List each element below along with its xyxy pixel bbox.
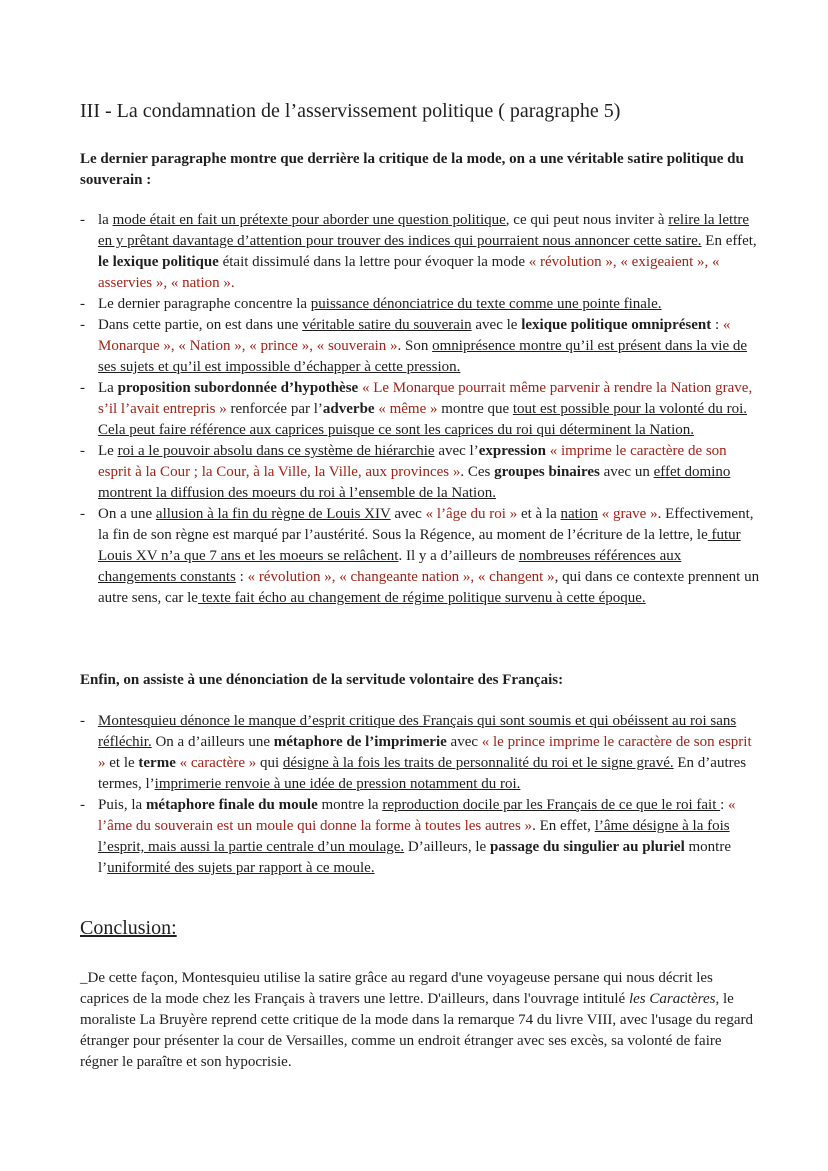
text: Puis, la xyxy=(98,797,146,813)
list-item xyxy=(80,315,760,378)
bold-text: expression xyxy=(478,443,546,459)
underlined-text: roi a le pouvoir absolu dans ce système de hiérarchie xyxy=(117,443,435,459)
section-lead: Le dernier paragraphe montre que derrière la critique de la mode, on a une véritable satire politique du souverain : xyxy=(80,151,744,188)
underlined-text: nation xyxy=(560,506,599,522)
book-title: les Caractères xyxy=(628,991,716,1007)
bullet-dash: - xyxy=(80,797,85,813)
text: avec le xyxy=(471,317,522,333)
text: montre l’ xyxy=(98,839,731,876)
bold-text: terme xyxy=(138,755,176,771)
text: la xyxy=(98,212,113,228)
underlined-text: véritable satire du souverain xyxy=(302,317,472,333)
list-item xyxy=(80,210,760,294)
text: , le moraliste La Bruyère reprend cette critique de la mode dans la remarque 74 du livre VIII, avec l'usage du regard étranger pour présenter la cour de Versailles, comme un endroit étranger avec ses excès, sa volonté de faire régner le paraître et son hypocrisie. xyxy=(80,991,753,1070)
text: Dans cette partie, on est dans une xyxy=(98,317,303,333)
text: . Il y a d’ailleurs de xyxy=(398,548,519,564)
list-item xyxy=(80,441,760,504)
list-item xyxy=(80,378,760,441)
bullet-dash: - xyxy=(80,380,85,396)
text: : xyxy=(720,797,729,813)
underlined-text: allusion à la fin du règne de Louis XIV xyxy=(155,506,391,522)
quote-text: « le prince imprime le caractère de son esprit » xyxy=(98,734,752,771)
text: D’ailleurs, le xyxy=(404,839,490,855)
quote-text: « l’âge du roi » xyxy=(425,506,518,522)
bold-text: métaphore finale du moule xyxy=(145,797,318,813)
text: : xyxy=(235,569,248,585)
section-lead-2: Enfin, on assiste à une dénonciation de la servitude volontaire des Français: xyxy=(80,672,564,688)
underlined-text: futur Louis XV n’a que 7 ans et les moeurs se relâchent xyxy=(98,527,741,564)
quote-text: « imprime le caractère de son esprit à la Cour ; la Cour, à la Ville, la Ville, aux provinces » xyxy=(98,443,727,480)
text: avec xyxy=(390,506,426,522)
underlined-text: nombreuses références aux changements constants xyxy=(98,548,682,585)
bold-text: passage du singulier au pluriel xyxy=(489,839,685,855)
text: _De cette façon, Montesquieu utilise la satire grâce au regard d'une voyageuse persane qui nous décrit les caprices de la mode chez les Français à travers une lettre. D'ailleurs, dans l'ouvrage intitulé xyxy=(80,970,713,1007)
text: et le xyxy=(105,755,139,771)
underlined-text: tout est possible pour la volonté du roi. Cela peut faire référence aux caprices puisque ce sont les caprices du roi qui déterminent la Nation. xyxy=(98,401,748,438)
list-item xyxy=(80,711,760,795)
bullet-dash: - xyxy=(80,443,85,459)
text: Le xyxy=(98,443,118,459)
text: En effet, xyxy=(701,233,757,249)
quote-text: « grave » xyxy=(598,506,658,522)
text: et à la xyxy=(517,506,561,522)
bold-text: métaphore de l’imprimerie xyxy=(273,734,447,750)
text: . Effectivement, la fin de son règne est marqué par l’austérité. Sous la Régence, au moment de l’écriture de la lettre, le xyxy=(98,506,754,543)
text: , qui dans ce contexte prennent un autre sens, car le xyxy=(98,569,760,606)
text: . Ces xyxy=(460,464,495,480)
list-item xyxy=(80,504,760,609)
text: On a d’ailleurs une xyxy=(151,734,274,750)
underlined-text: effet domino montrent la diffusion des moeurs du roi à l’ensemble de la Nation. xyxy=(98,464,731,501)
text: avec xyxy=(446,734,482,750)
text: . Son xyxy=(397,338,433,354)
text: . En effet, xyxy=(532,818,595,834)
conclusion-heading: Conclusion: xyxy=(80,917,177,939)
text: La xyxy=(98,380,118,396)
list-item xyxy=(80,294,760,315)
quote-text: « Le Monarque pourrait même parvenir à rendre la Nation grave, s’il l’avait entrepris » xyxy=(98,380,753,417)
bullet-list-1 xyxy=(80,210,760,609)
quote-text: « révolution », « exigeaient », « asservies », « nation ». xyxy=(98,254,720,291)
bullet-dash: - xyxy=(80,713,85,729)
conclusion-paragraph xyxy=(80,968,760,1073)
underlined-text: uniformité des sujets par rapport à ce moule. xyxy=(107,860,375,876)
bold-text: adverbe xyxy=(322,401,375,417)
text: montre que xyxy=(437,401,513,417)
text: Le dernier paragraphe concentre la xyxy=(98,296,311,312)
underlined-text: puissance dénonciatrice du texte comme une pointe finale. xyxy=(310,296,662,312)
section-heading: III - La condamnation de l’asservissement politique ( paragraphe 5) xyxy=(80,100,621,122)
quote-text: « l’âme du souverain est un moule qui donne la forme à toutes les autres » xyxy=(98,797,736,834)
text: En d’autres termes, l’ xyxy=(98,755,747,792)
text: On a une xyxy=(98,506,156,522)
bullet-dash: - xyxy=(80,506,85,522)
bold-text: groupes binaires xyxy=(494,464,600,480)
text: qui xyxy=(256,755,283,771)
text: : xyxy=(711,317,723,333)
underlined-text: omniprésence montre qu’il est présent dans la vie de ses sujets et qu’il est impossible d’échapper à cette pression. xyxy=(98,338,748,375)
text: montre la xyxy=(317,797,383,813)
bold-text: lexique politique omniprésent xyxy=(521,317,712,333)
quote-text: « même » xyxy=(374,401,438,417)
quote-text: « révolution », « changeante nation », « changent » xyxy=(247,569,555,585)
text: avec un xyxy=(599,464,654,480)
quote-text: « caractère » xyxy=(175,755,257,771)
underlined-text: désigne à la fois les traits de personnalité du roi et le signe gravé. xyxy=(282,755,674,771)
text: , ce qui peut nous inviter à xyxy=(505,212,669,228)
bold-text: le lexique politique xyxy=(98,254,219,270)
text: renforcée par l’ xyxy=(226,401,323,417)
bullet-list-2 xyxy=(80,711,760,879)
underlined-text: Montesquieu dénonce le manque d’esprit critique des Français qui sont soumis et qui obéissent au roi sans réfléchir. xyxy=(98,713,737,750)
text: avec l’ xyxy=(434,443,479,459)
list-item xyxy=(80,795,760,879)
underlined-text: mode était en fait un prétexte pour aborder une question politique xyxy=(112,212,506,228)
underlined-text: reproduction docile par les Français de ce que le roi fait xyxy=(382,797,721,813)
bold-text: proposition subordonnée d’hypothèse xyxy=(117,380,359,396)
text: était dissimulé dans la lettre pour évoquer la mode xyxy=(218,254,529,270)
underlined-text: imprimerie renvoie à une idée de pression notamment du roi. xyxy=(154,776,521,792)
bullet-dash: - xyxy=(80,317,85,333)
underlined-text: l’âme désigne à la fois l’esprit, mais aussi la partie centrale d’un moulage. xyxy=(98,818,730,855)
bullet-dash: - xyxy=(80,212,85,228)
bullet-dash: - xyxy=(80,296,85,312)
quote-text: « Monarque », « Nation », « prince », « souverain » xyxy=(98,317,731,354)
underlined-text: texte fait écho au changement de régime politique survenu à cette époque. xyxy=(197,590,646,606)
underlined-text: relire la lettre en y prêtant davantage d’attention pour trouver des indices qui pourraient nous annoncer cette satire. xyxy=(98,212,750,249)
